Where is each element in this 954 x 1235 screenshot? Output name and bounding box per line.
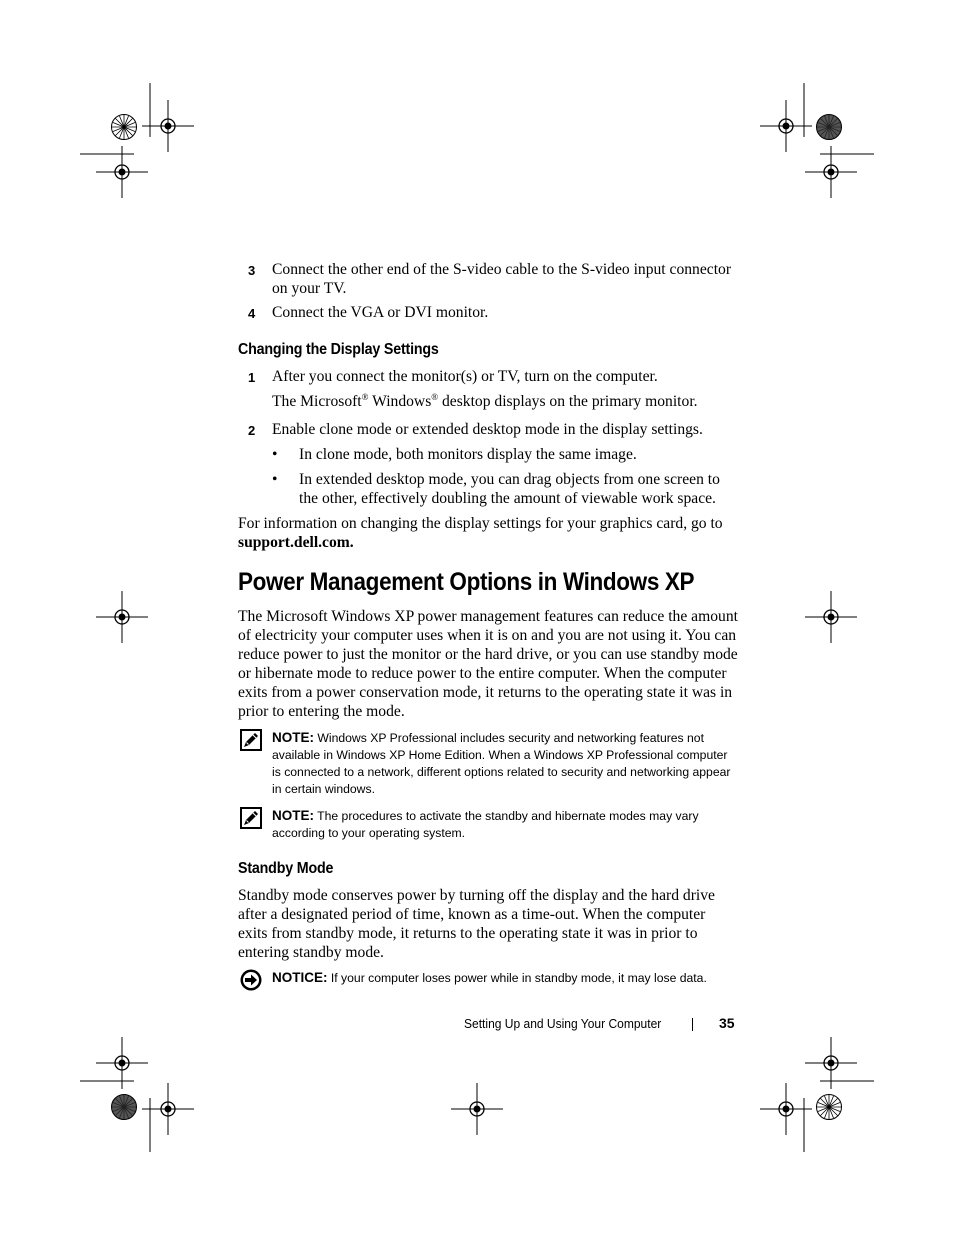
step-number: 3: [248, 263, 256, 278]
section-heading-display-settings: Changing the Display Settings: [238, 341, 439, 358]
step-number: 2: [248, 423, 256, 438]
page-title: Power Management Options in Windows XP: [238, 568, 695, 596]
display-step-2: [238, 420, 738, 439]
step-text: After you connect the monitor(s) or TV, turn on the computer.: [272, 368, 658, 385]
color-target-icon: [817, 1095, 842, 1120]
page-number: 35: [719, 1015, 735, 1031]
list-item: • In clone mode, both monitors display the same image.: [272, 446, 637, 463]
standby-paragraph: Standby mode conserves power by turning off the display and the hard drive after a designated period of time, known as a time-out. When the computer exits from standby mode, it returns to the operating state it was in prior to entering standby mode.: [238, 887, 715, 961]
step-number: 4: [248, 306, 256, 321]
step-4: [238, 303, 738, 322]
note-callout: [238, 807, 738, 842]
note-callout: [238, 729, 738, 798]
note-label: NOTE:: [272, 730, 314, 745]
display-step-1: [238, 367, 738, 386]
bullet-icon: •: [272, 471, 278, 488]
step-text: Connect the other end of the S-video cable to the S-video input connector on your TV.: [272, 261, 732, 297]
notice-callout: [238, 969, 738, 987]
crosshair-icon: [96, 591, 148, 643]
color-target-icon: [112, 1095, 137, 1120]
list-item: • In extended desktop mode, you can drag objects from one screen to the other, effectively doubling the amount of viewable work space.: [272, 471, 720, 507]
note-text: The procedures to activate the standby and hibernate modes may vary according to your operating system.: [272, 809, 699, 840]
note-label: NOTE:: [272, 808, 314, 823]
registration-mark-icon: ®: [431, 391, 439, 402]
support-link[interactable]: support.dell.com.: [238, 534, 354, 551]
info-paragraph: For information on changing the display settings for your graphics card, go to support.dell.com.: [238, 515, 723, 551]
crosshair-icon: [805, 591, 857, 643]
step-3: [238, 260, 738, 298]
notice-text: If your computer loses power while in standby mode, it may lose data.: [327, 971, 707, 985]
notice-label: NOTICE:: [272, 970, 328, 985]
crosshair-icon: [451, 1083, 503, 1135]
step-1-detail: The Microsoft® Windows® desktop displays on the primary monitor.: [272, 391, 698, 410]
registration-mark-icon: ®: [361, 391, 369, 402]
pencil-note-icon: [240, 807, 262, 829]
section-heading-standby: Standby Mode: [238, 860, 334, 877]
color-target-icon: [112, 115, 137, 140]
color-target-icon: [817, 115, 842, 140]
bullet-icon: •: [272, 446, 278, 463]
note-text: Windows XP Professional includes security and networking features not available in Windows XP Home Edition. When a Windows XP Professional computer is connected to a network, different options related to security and networking appear in certain windows.: [272, 731, 731, 796]
step-number: 1: [248, 370, 256, 385]
notice-arrow-icon: [240, 969, 262, 991]
pencil-note-icon: [240, 729, 262, 751]
step-text: Enable clone mode or extended desktop mode in the display settings.: [272, 421, 703, 438]
step-text: Connect the VGA or DVI monitor.: [272, 304, 489, 321]
footer-divider: [692, 1018, 693, 1031]
power-paragraph: The Microsoft Windows XP power management features can reduce the amount of electricity your computer uses when it is on and you are not using it. You can reduce power to just the monitor or the hard drive, or you can use standby mode or hibernate mode to reduce power to the entire computer. When the computer exits from a power conservation mode, it returns to the operating state it was in prior to entering the mode.: [238, 608, 738, 720]
footer-chapter-title: Setting Up and Using Your Computer: [464, 1016, 662, 1031]
